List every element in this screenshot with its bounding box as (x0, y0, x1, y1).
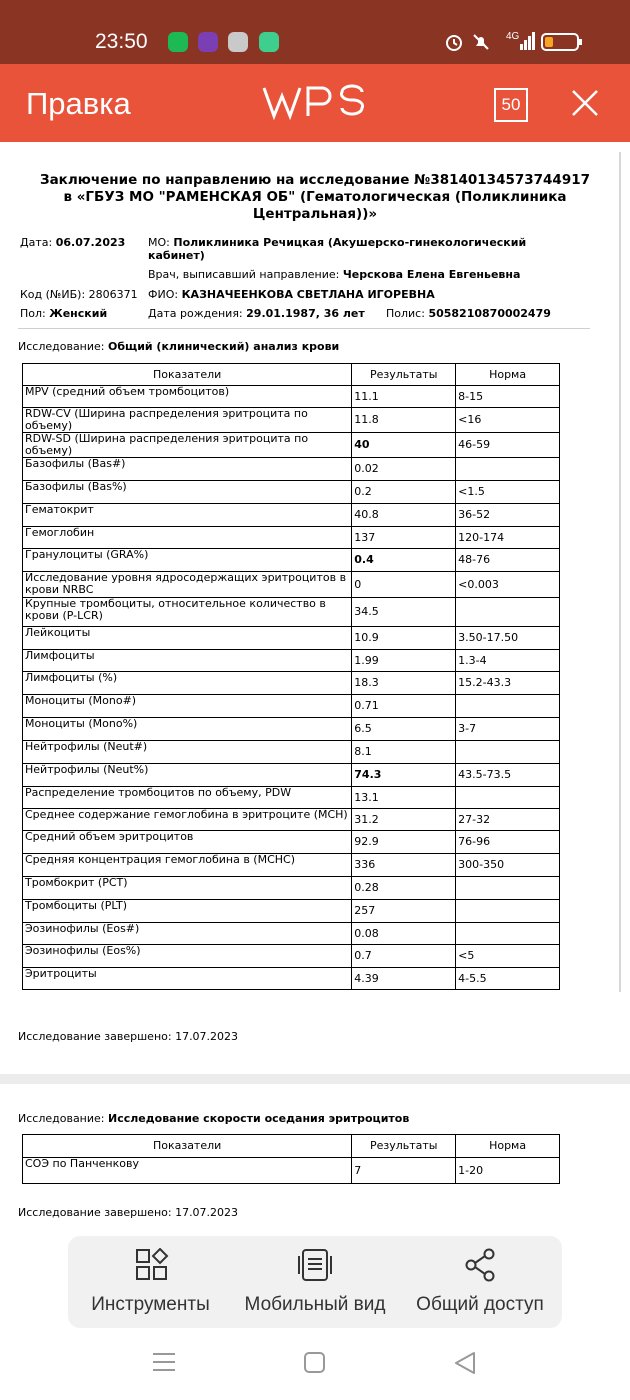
battery-icon (541, 32, 583, 52)
result-cell: 0.02 (352, 458, 456, 481)
result-cell: 1.99 (352, 650, 456, 672)
table-row (23, 945, 560, 968)
completed-1: Исследование завершено: 17.07.2023 (18, 1030, 239, 1043)
signal-icon (520, 32, 536, 50)
spotify-icon (168, 32, 188, 52)
app-bar (0, 64, 630, 142)
date-label: Дата: (20, 236, 53, 249)
policy-label: Полис: (386, 307, 425, 320)
norm-cell: 1.3-4 (456, 650, 560, 672)
table-row (23, 650, 560, 672)
norm-cell: 1-20 (456, 1158, 560, 1184)
doctor-value: Черскова Елена Евгеньевна (342, 268, 521, 281)
indicator-cell: Моноциты (Mono%) (23, 718, 352, 741)
indicator-cell: Среднее содержание гемоглобина в эритроците (MCH) (23, 809, 352, 831)
table-row (23, 718, 560, 741)
close-icon[interactable] (570, 88, 600, 118)
dob-field (148, 307, 365, 320)
indicator-cell: RDW-CV (Ширина распределения эритроцита по объему) (23, 408, 352, 433)
result-cell: 0.28 (352, 877, 456, 900)
table-row (23, 831, 560, 854)
study-2-heading (18, 1112, 409, 1125)
norm-cell (456, 923, 560, 945)
table-row (23, 549, 560, 572)
document-title (20, 172, 610, 223)
result-cell: 257 (352, 900, 456, 923)
policy-field (386, 307, 551, 320)
result-cell: 8.1 (352, 741, 456, 764)
indicator-cell: Лимфоциты (%) (23, 672, 352, 695)
study-2-name: Исследование скорости оседания эритроцитов (108, 1112, 410, 1125)
page-edge (619, 152, 621, 992)
result-cell: 40 (352, 433, 456, 458)
norm-cell: <0.003 (456, 572, 560, 598)
alarm-icon (444, 32, 464, 52)
norm-cell (456, 598, 560, 627)
esr-table (22, 1134, 560, 1184)
norm-cell: <16 (456, 408, 560, 433)
result-cell: 0.4 (352, 549, 456, 572)
indicator-cell: Эозинофилы (Eos#) (23, 923, 352, 945)
table-row (23, 854, 560, 877)
mobile-view-icon (298, 1248, 332, 1282)
norm-cell: 4-5.5 (456, 968, 560, 990)
study-1-label: Исследование: (18, 340, 105, 353)
norm-cell: 36-52 (456, 504, 560, 527)
fio-label: ФИО: (148, 288, 179, 301)
mobile-view-button[interactable] (238, 1236, 392, 1328)
doctor-label: Врач, выписавший направление: (148, 268, 340, 281)
result-cell: 10.9 (352, 627, 456, 650)
mobile-view-label: Мобильный вид (244, 1294, 386, 1315)
header-indicator: Показатели (23, 364, 352, 386)
indicator-cell: Лейкоциты (23, 627, 352, 650)
result-cell: 137 (352, 527, 456, 549)
result-cell: 0.2 (352, 481, 456, 504)
dob-value: 29.01.1987, 36 лет (246, 307, 365, 320)
code-field (20, 288, 138, 301)
indicator-cell: Средняя концентрация гемоглобина в (MCHC) (23, 854, 352, 877)
result-cell: 0.71 (352, 695, 456, 718)
indicator-cell: MPV (средний объем тромбоцитов) (23, 386, 352, 408)
status-time: 23:50 (95, 30, 148, 53)
dob-label: Дата рождения: (148, 307, 243, 320)
sex-field (20, 307, 107, 320)
table-row (23, 572, 560, 598)
norm-cell: <1.5 (456, 481, 560, 504)
result-cell: 11.1 (352, 386, 456, 408)
page-count-button[interactable]: 50 (494, 88, 528, 122)
indicator-cell: Нейтрофилы (Neut%) (23, 764, 352, 787)
result-cell: 74.3 (352, 764, 456, 787)
table-row (23, 481, 560, 504)
result-cell: 31.2 (352, 809, 456, 831)
back-icon[interactable] (454, 1352, 476, 1374)
mo-value: Поликлиника Речицкая (Акушерско-гинекологический (173, 236, 527, 249)
indicator-cell: Лимфоциты (23, 650, 352, 672)
indicator-cell: Нейтрофилы (Neut#) (23, 741, 352, 764)
norm-cell: 46-59 (456, 433, 560, 458)
indicator-cell: СОЭ по Панченкову (23, 1158, 352, 1184)
norm-cell: 300-350 (456, 854, 560, 877)
indicator-cell: Гематокрит (23, 504, 352, 527)
header-indicator: Показатели (23, 1135, 352, 1158)
indicator-cell: RDW-SD (Ширина распределения эритроцита по объему) (23, 433, 352, 458)
table-row (23, 923, 560, 945)
mo-label: МО: (148, 236, 170, 249)
norm-cell: <5 (456, 945, 560, 968)
completed-2: Исследование завершено: 17.07.2023 (18, 1206, 239, 1219)
divider (18, 328, 590, 329)
study-1-heading (18, 340, 339, 353)
indicator-cell: Эозинофилы (Eos%) (23, 945, 352, 968)
tools-button[interactable] (78, 1236, 223, 1328)
table-row (23, 695, 560, 718)
title-line-2: в «ГБУЗ МО "РАМЕНСКАЯ ОБ" (Гематологическая (Поликлиника (63, 189, 567, 205)
fio-field (148, 288, 435, 301)
result-cell: 18.3 (352, 672, 456, 695)
norm-cell: 15.2-43.3 (456, 672, 560, 695)
indicator-cell: Моноциты (Mono#) (23, 695, 352, 718)
date-value: 06.07.2023 (55, 236, 126, 249)
indicator-cell: Базофилы (Bas#) (23, 458, 352, 481)
table-row (23, 809, 560, 831)
norm-cell: 8-15 (456, 386, 560, 408)
result-cell: 0.08 (352, 923, 456, 945)
norm-cell (456, 458, 560, 481)
table-row (23, 968, 560, 990)
result-cell: 11.8 (352, 408, 456, 433)
home-icon[interactable] (304, 1352, 325, 1373)
header-result: Результаты (352, 1135, 456, 1158)
sex-value: Женский (49, 307, 108, 320)
indicator-cell: Базофилы (Bas%) (23, 481, 352, 504)
table-header-row (23, 364, 560, 386)
norm-cell: 27-32 (456, 809, 560, 831)
fio-value: КАЗНАЧЕЕНКОВА СВЕТЛАНА ИГОРЕВНА (181, 288, 435, 301)
edit-button[interactable]: Правка (26, 86, 131, 121)
policy-value: 5058210870002479 (428, 307, 551, 320)
norm-cell (456, 741, 560, 764)
tools-icon (135, 1248, 169, 1282)
header-norm: Норма (456, 364, 560, 386)
blood-test-table (22, 363, 560, 990)
result-cell: 34.5 (352, 598, 456, 627)
norm-cell: 76-96 (456, 831, 560, 854)
result-cell: 0.7 (352, 945, 456, 968)
table-row (23, 741, 560, 764)
game-app-icon (198, 32, 218, 52)
title-line-3: Центральная))» (252, 206, 378, 222)
indicator-cell: Тромбоциты (PLT) (23, 900, 352, 923)
share-label: Общий доступ (416, 1294, 544, 1315)
indicator-cell: Средний объем эритроцитов (23, 831, 352, 854)
norm-cell: 43.5-73.5 (456, 764, 560, 787)
table-header-row (23, 1135, 560, 1158)
result-cell: 7 (352, 1158, 456, 1184)
table-row (23, 787, 560, 809)
norm-cell (456, 695, 560, 718)
study-1-name: Общий (клинический) анализ крови (108, 340, 340, 353)
indicator-cell: Крупные тромбоциты, относительное количество в крови (P-LCR) (23, 598, 352, 627)
mo-field-cont (148, 249, 205, 262)
norm-cell: 3.50-17.50 (456, 627, 560, 650)
indicator-cell: Распределение тромбоцитов по объему, PDW (23, 787, 352, 809)
network-type: 4G (506, 31, 520, 42)
date-field (20, 236, 125, 249)
mo-value-cont: кабинет) (148, 249, 205, 262)
menu-icon[interactable] (153, 1352, 175, 1372)
download-icon (259, 32, 279, 52)
table-row (23, 433, 560, 458)
norm-cell (456, 900, 560, 923)
doctor-field (148, 268, 520, 281)
norm-cell: 48-76 (456, 549, 560, 572)
title-line-1: Заключение по направлению на исследование №38140134573744917 (39, 172, 591, 188)
mo-field (148, 236, 526, 249)
wps-logo (262, 84, 366, 120)
table-row (23, 458, 560, 481)
share-icon (463, 1248, 497, 1282)
navigation-bar (0, 1330, 630, 1400)
page-gap (0, 1074, 630, 1084)
result-cell: 40.8 (352, 504, 456, 527)
result-cell: 92.9 (352, 831, 456, 854)
header-result: Результаты (352, 364, 456, 386)
table-row (23, 527, 560, 549)
indicator-cell: Гемоглобин (23, 527, 352, 549)
table-row (23, 900, 560, 923)
sex-label: Пол: (20, 307, 46, 320)
result-cell: 0 (352, 572, 456, 598)
indicator-cell: Тромбокрит (PCT) (23, 877, 352, 900)
indicator-cell: Исследование уровня ядросодержащих эритроцитов в крови NRBC (23, 572, 352, 598)
table-row (23, 386, 560, 408)
table-row (23, 504, 560, 527)
result-cell: 4.39 (352, 968, 456, 990)
document-page-1 (0, 142, 600, 1074)
norm-cell (456, 877, 560, 900)
table-row (23, 627, 560, 650)
table-row (23, 408, 560, 433)
table-row (23, 1158, 560, 1184)
indicator-cell: Эритроциты (23, 968, 352, 990)
code-label: Код (№ИБ): (20, 288, 86, 301)
code-value: 2806371 (88, 288, 138, 301)
result-cell: 336 (352, 854, 456, 877)
table-row (23, 672, 560, 695)
study-2-label: Исследование: (18, 1112, 105, 1125)
table-row (23, 598, 560, 627)
indicator-cell: Гранулоциты (GRA%) (23, 549, 352, 572)
result-cell: 13.1 (352, 787, 456, 809)
gallery-app-icon (228, 32, 248, 52)
table-row (23, 877, 560, 900)
tools-label: Инструменты (91, 1294, 210, 1315)
norm-cell: 120-174 (456, 527, 560, 549)
mute-icon (471, 32, 491, 52)
norm-cell: 3-7 (456, 718, 560, 741)
status-bar (0, 0, 630, 64)
bottom-toolbar (68, 1236, 562, 1328)
table-row (23, 764, 560, 787)
header-norm: Норма (456, 1135, 560, 1158)
result-cell: 6.5 (352, 718, 456, 741)
document-view[interactable] (0, 142, 630, 1320)
norm-cell (456, 787, 560, 809)
share-button[interactable] (408, 1236, 552, 1328)
